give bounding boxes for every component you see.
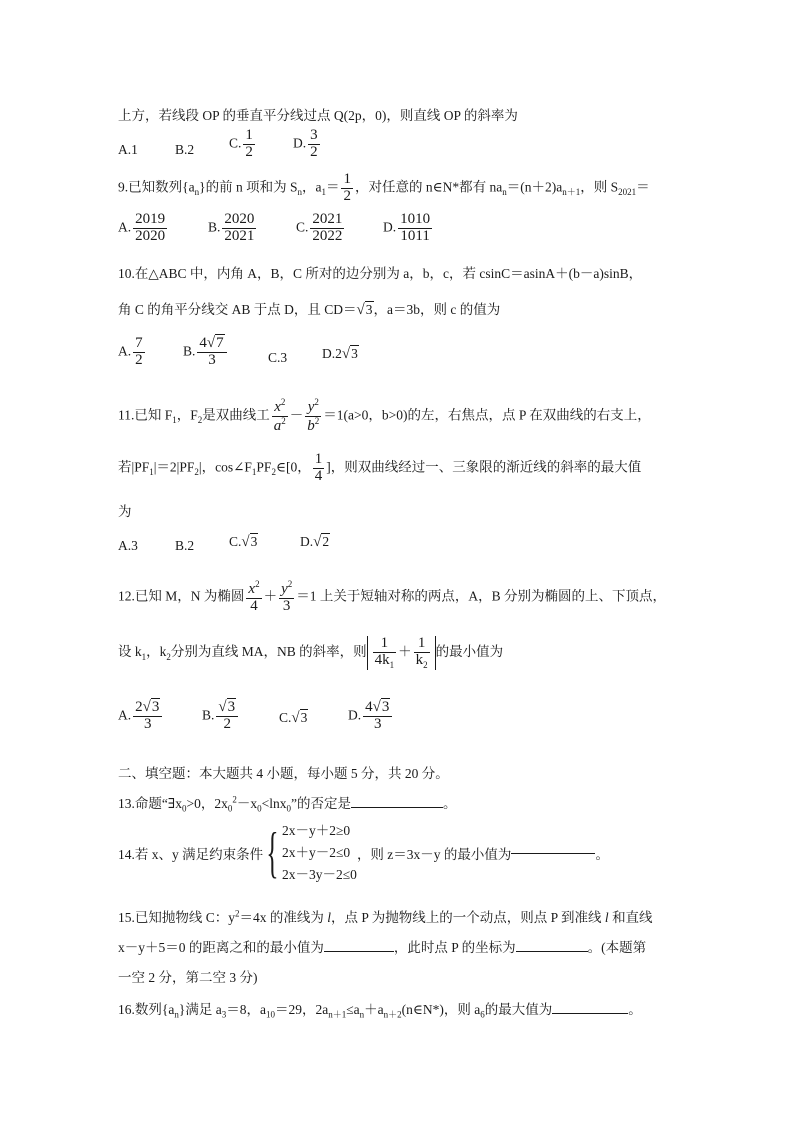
q8-option-d (293, 128, 322, 161)
q10-stem-line1: 10.在△ABC 中，内角 A，B，C 所对的边分别为 a，b，c，若 csinC＝asinA＋(b－a)sinB， (118, 266, 643, 281)
q16-stem: 16.数列$\{a_n\}$满足 $a_3=8$，$a_{10}=29$，$2a_{n+1}\le a_n+a_{n+2}(n\in N*)$，则 $a_6$的最大值为 。 (118, 1002, 642, 1020)
q8-option-d-label: D. (293, 135, 307, 151)
q11-stem-line3: 为 (118, 504, 132, 519)
q8-option-b: B.2 (175, 142, 195, 157)
q12-option-d: D. $\frac{4√3}{3}$ (348, 700, 394, 733)
q11-option-d: D.√2 (300, 534, 330, 550)
q15-stem-line1: 15.已知抛物线 C：$y^2=4x$ 的准线为 l，点 P 为抛物线上的一个动点，则点 P 到准线 l 和直线 (118, 908, 653, 925)
q14-brace: { (266, 822, 279, 884)
section-2-heading: 二、填空题：本大题共 4 小题，每小题 5 分，共 20 分。 (118, 766, 449, 781)
q12-abs-expression: $\frac{1}{4k_1}$ ＋ $\frac{1}{k_2}$ (367, 636, 436, 670)
q12-stem-line2: 设 $k_1$，$k_2$分别为直线 MA，NB 的斜率，则 $\frac{1}{4k_1}$ ＋ $\frac{1}{k_2}$ 的最小值为 (118, 635, 504, 670)
q16-answer-blank[interactable] (552, 1013, 628, 1014)
q10-option-d: D.2√3 (322, 346, 358, 362)
q11-stem-line1: 11.已知 $F_1$，$F_2$是双曲线工 $\frac{x^2}{a^2}$ － $\frac{y^2}{b^2}$ ＝1(a>0，b>0)的左，右焦点，点 P 在双曲线的右支上， (118, 397, 651, 434)
q11-stem-line2: 若$|PF_1|=2|PF_2|$，$\cos\angle F_1PF_2\in[0$， $\frac{1}{4}$ ]，则双曲线经过一、三象限的渐近线的斜率的最大值 (118, 451, 642, 484)
q8-option-c (229, 128, 257, 161)
q8-option-a: A.1 (118, 142, 138, 157)
q14-constraints: 2x－y＋2≥0 2x＋y－2≤0 2x－3y－2≤0 (282, 823, 357, 882)
q12-option-b: B. $\frac{√3}{2}$ (202, 700, 240, 733)
q8-continuation: 上方，若线段 OP 的垂直平分线过点 Q(2p，0)，则直线 OP 的斜率为 (118, 108, 518, 123)
q8-option-c-label: C. (229, 135, 242, 151)
q14-answer-blank[interactable] (511, 853, 595, 854)
q15-answer-blank-1[interactable] (324, 951, 394, 952)
q14-stem: 14.若 x、y 满足约束条件{ 2x－y＋2≥0 2x＋y－2≤0 2x－3y－2≤0 ，则 z＝3x－y 的最小值为 。 (118, 822, 609, 884)
q8-option-c-fraction: $\frac{1}{2}$ (245, 127, 253, 160)
q10-option-b: B. $\frac{4√7}{3}$ (183, 336, 229, 369)
q9-stem: 9.已知数列$\{a_n\}$的前 n 项和为 $S_n$，$a_1=$ $\frac{1}{2}$ ，对任意的 n∈N*都有 $na_n=(n+2)a_{n+1}$，则 $S_{2021}=$ (118, 171, 650, 204)
q9-option-b: B. $\frac{2020}{2021}$ (208, 211, 255, 244)
q10-stem-line2: 角 C 的角平分线交 AB 于点 D，且 CD＝√3，a＝3b，则 c 的值为 (118, 302, 501, 318)
q11-option-a: A.3 (118, 538, 138, 553)
q10-option-c: C.3 (268, 350, 288, 365)
q10-option-a: A. $\frac{7}{2}$ (118, 335, 143, 368)
q11-option-c: C.√3 (229, 534, 258, 550)
q12-option-a: A. $\frac{2√3}{3}$ (118, 700, 164, 733)
q12-stem-line1: 12.已知 M，N 为椭圆 $\frac{x^2}{4}$ ＋ $\frac{y^2}{3}$ ＝1 上关于短轴对称的两点，A，B 分别为椭圆的上、下顶点， (118, 579, 666, 614)
q9-option-c: C. $\frac{2021}{2022}$ (296, 211, 343, 244)
q13-answer-blank[interactable] (351, 807, 443, 808)
q15-stem-line2: x－y＋5＝0 的距离之和的最小值为 ，此时点 P 的坐标为 。(本题第 (118, 940, 647, 955)
q12-option-c: C.√3 (279, 710, 308, 726)
q9-option-a: A. $\frac{2019}{2020}$ (118, 211, 166, 244)
q13-stem: 13.命题“$\exists x_0>0$，$2x_0^2-x_0<\ln x_0$”的否定是 。 (118, 794, 457, 814)
q15-answer-blank-2[interactable] (516, 951, 588, 952)
q15-stem-line3: 一空 2 分，第二空 3 分) (118, 970, 258, 985)
q11-option-b: B.2 (175, 538, 195, 553)
q8-option-d-fraction: $\frac{3}{2}$ (310, 127, 318, 160)
q9-option-d: D. $\frac{1010}{1011}$ (383, 211, 431, 244)
